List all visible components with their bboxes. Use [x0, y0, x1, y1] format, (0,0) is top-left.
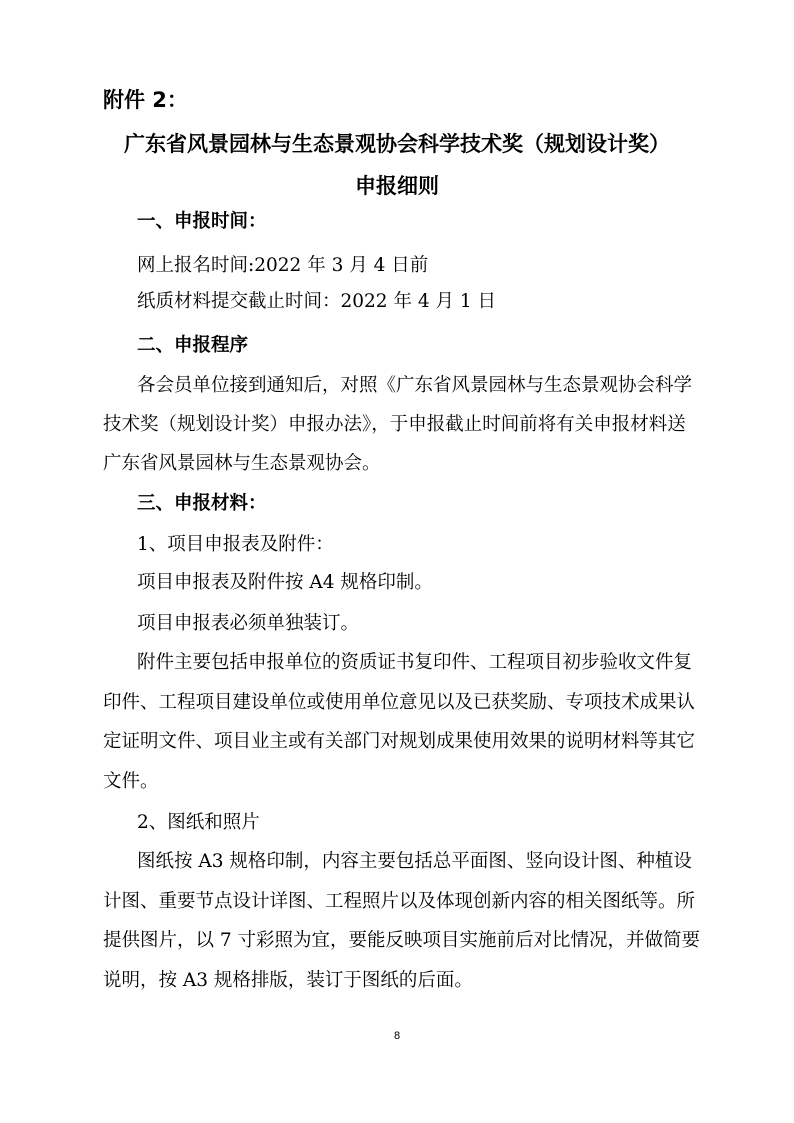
procedure-paragraph-line: 各会员单位接到通知后，对照《广东省风景园林与生态景观协会科学 [137, 375, 693, 396]
drawing-paragraph-line: 提供图片，以 7 寸彩照为宜，要能反映项目实施前后对比情况，并做简要 [103, 930, 701, 951]
online-registration-time: 网上报名时间:2022 年 3 月 4 日前 [137, 255, 429, 276]
attachment-paragraph-line: 文件。 [103, 771, 159, 792]
drawing-paragraph-line: 说明，按 A3 规格排版，装订于图纸的后面。 [103, 970, 473, 991]
section2-heading: 二、申报程序 [137, 335, 249, 356]
item1-print-spec: 项目申报表及附件按 A4 规格印制。 [137, 572, 433, 593]
document-title-line1: 广东省风景园林与生态景观协会科学技术奖（规划设计奖） [124, 132, 670, 156]
item1-title: 1、项目申报表及附件： [137, 534, 334, 555]
item2-title: 2、图纸和照片 [137, 812, 260, 833]
procedure-paragraph-line: 广东省风景园林与生态景观协会。 [103, 453, 381, 474]
section1-heading: 一、申报时间： [137, 211, 267, 232]
page-number: 8 [393, 1030, 401, 1042]
item1-binding-spec: 项目申报表必须单独装订。 [137, 613, 360, 634]
document-title-line2: 申报细则 [355, 174, 439, 198]
attachment-paragraph-line: 定证明文件、项目业主或有关部门对规划成果使用效果的说明材料等其它 [103, 731, 696, 752]
section3-heading: 三、申报材料： [137, 493, 267, 514]
attachment-paragraph-line: 附件主要包括申报单位的资质证书复印件、工程项目初步验收文件复 [137, 652, 693, 673]
drawing-paragraph-line: 计图、重要节点设计详图、工程照片以及体现创新内容的相关图纸等。所 [103, 891, 696, 912]
attachment-label: 附件 2： [103, 88, 188, 112]
procedure-paragraph-line: 技术奖（规划设计奖）申报办法》，于申报截止时间前将有关申报材料送 [103, 414, 686, 435]
attachment-paragraph-line: 印件、工程项目建设单位或使用单位意见以及已获奖励、专项技术成果认 [103, 692, 696, 713]
paper-submission-deadline: 纸质材料提交截止时间：2022 年 4 月 1 日 [137, 291, 497, 312]
drawing-paragraph-line: 图纸按 A3 规格印制，内容主要包括总平面图、竖向设计图、种植设 [137, 851, 692, 872]
